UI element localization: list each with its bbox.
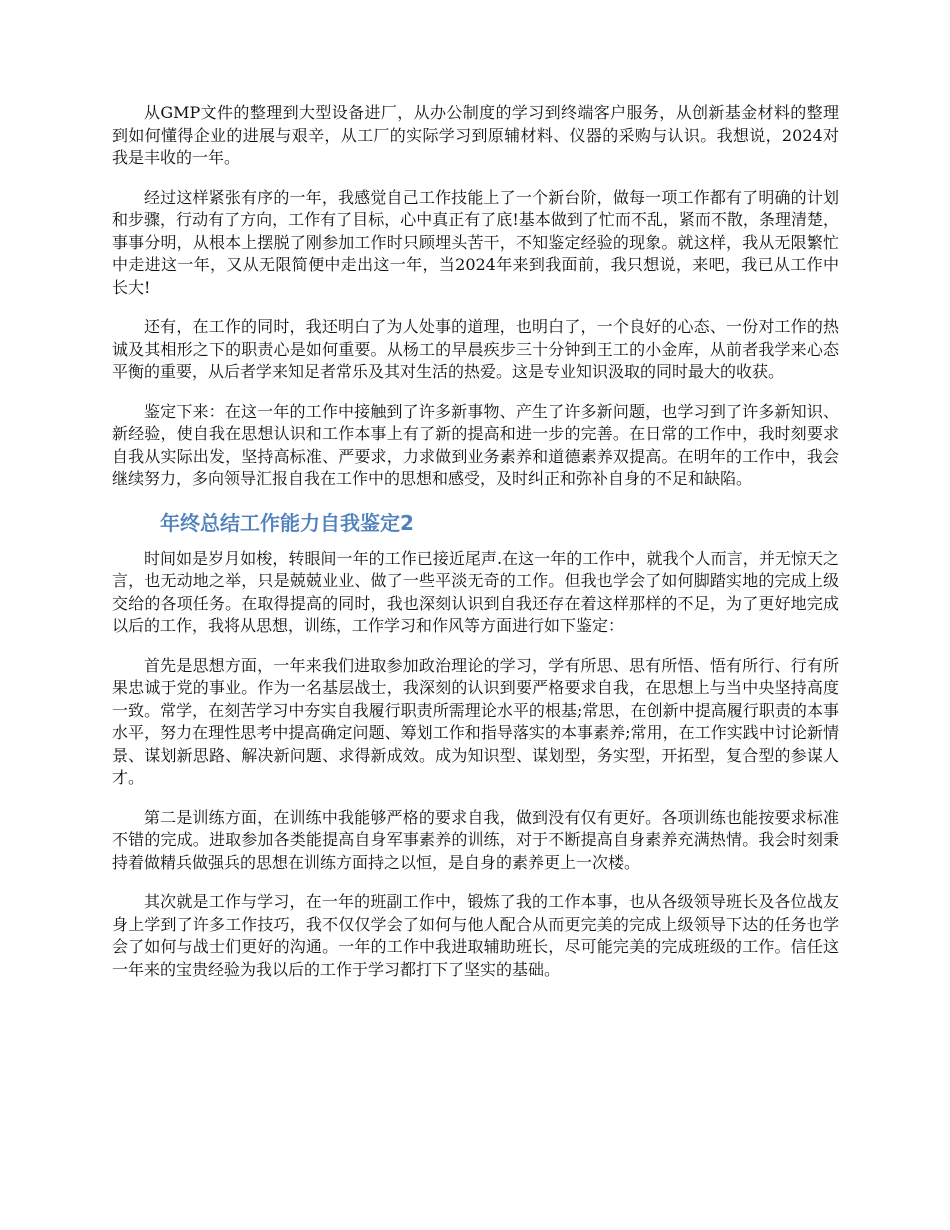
paragraph-gmp-work: 从GMP文件的整理到大型设备进厂，从办公制度的学习到终端客户服务，从创新基金材料的整理到如何懂得企业的进展与艰辛，从工厂的实际学习到原辅材料、仪器的采购与认识。我想说，2024对我是丰收的一年。 [112,103,839,167]
paragraph-life-lessons: 还有，在工作的同时，我还明白了为人处事的道理，也明白了，一个良好的心态、一份对工作的热诚及其相形之下的职责心是如何重要。从杨工的早晨疾步三十分钟到王工的小金库，从前者我学来心态平衡的重要，从后者学来知足者常乐及其对生活的热爱。这是专业知识汲取的同时最大的收获。 [112,317,839,381]
paragraph-work-study: 其次就是工作与学习，在一年的班副工作中，锻炼了我的工作本事，也从各级领导班长及各位战友身上学到了许多工作技巧，我不仅仅学会了如何与他人配合从而更完美的完成上级领导下达的任务也学会了如何与战士们更好的沟通。一年的工作中我进取辅助班长，尽可能完美的完成班级的工作。信任这一年来的宝贵经验为我以后的工作于学习都打下了坚实的基础。 [112,892,839,979]
document-page [112,102,839,998]
paragraph-ideology: 首先是思想方面，一年来我们进取参加政治理论的学习，学有所思、思有所悟、悟有所行、行有所果忠诚于党的事业。作为一名基层战士，我深刻的认识到要严格要求自我，在思想上与当中央坚持高度一致。常学，在刻苦学习中夯实自我履行职责所需理论水平的根基;常思，在创新中提高履行职责的本事水平，努力在理性思考中提高确定问题、筹划工作和指导落实的本事素养;常用，在工作实践中讨论新情景、谋划新思路、解决新问题、求得新成效。成为知识型、谋划型，务实型，开拓型，复合型的参谋人才。 [112,655,839,787]
paragraph-conclusion: 鉴定下来：在这一年的工作中接触到了许多新事物、产生了许多新问题，也学习到了许多新知识、新经验，使自我在思想认识和工作本事上有了新的提高和进一步的完善。在日常的工作中，我时刻要求自我从实际出发，坚持高标准、严要求，力求做到业务素养和道德素养双提高。在明年的工作中，我会继续努力，多向领导汇报自我在工作中的思想和感受，及时纠正和弥补自身的不足和缺陷。 [112,401,839,488]
paragraph-year-review: 时间如是岁月如梭，转眼间一年的工作已接近尾声.在这一年的工作中，就我个人而言，并无惊天之言，也无动地之举，只是兢兢业业、做了一些平淡无奇的工作。但我也学会了如何脚踏实地的完成上级交给的各项任务。在取得提高的同时，我也深刻认识到自我还存在着这样那样的不足，为了更好地完成以后的工作，我将从思想，训练，工作学习和作风等方面进行如下鉴定： [112,548,839,635]
paragraph-skill-growth: 经过这样紧张有序的一年，我感觉自己工作技能上了一个新台阶，做每一项工作都有了明确的计划和步骤，行动有了方向，工作有了目标，心中真正有了底!基本做到了忙而不乱，紧而不散，条理清楚，事事分明，从根本上摆脱了刚参加工作时只顾埋头苦干，不知鉴定经验的现象。就这样，我从无限繁忙中走进这一年，又从无限简便中走出这一年，当2024年来到我面前，我只想说，来吧，我已从工作中长大! [112,187,839,297]
paragraph-training: 第二是训练方面，在训练中我能够严格的要求自我，做到没有仅有更好。各项训练也能按要求标准不错的完成。进取参加各类能提高自身军事素养的训练，对于不断提高自身素养充满热情。我会时刻秉持着做精兵做强兵的思想在训练方面持之以恒，是自身的素养更上一次楼。 [112,807,839,872]
section-heading: 年终总结工作能力自我鉴定2 [160,510,414,535]
